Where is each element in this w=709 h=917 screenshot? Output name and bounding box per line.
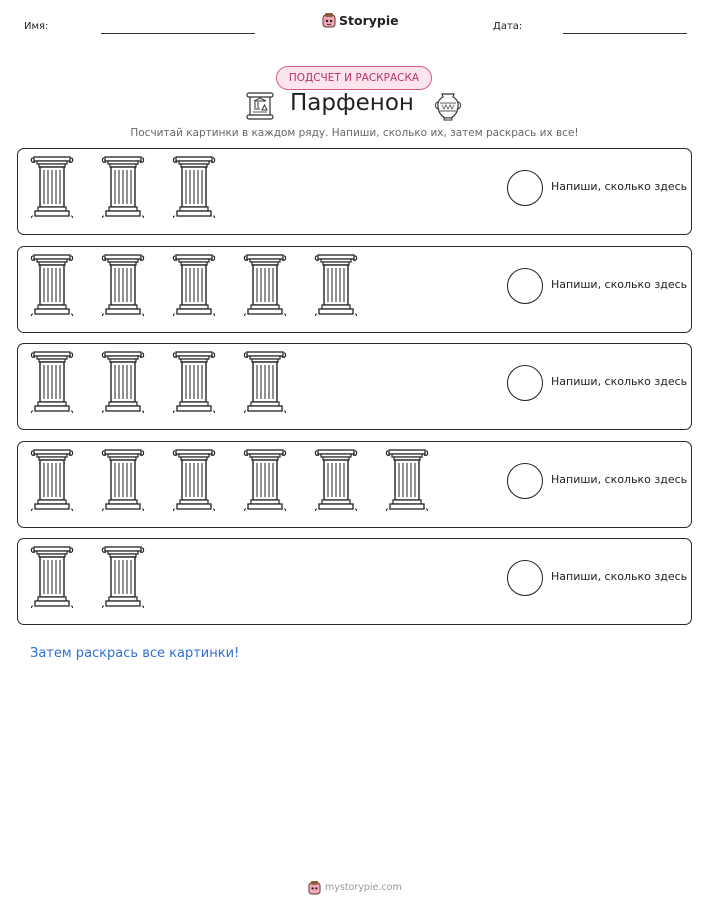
date-line xyxy=(563,33,687,34)
instructions: Посчитай картинки в каждом ряду. Напиши, сколько их, затем раскрась их все! xyxy=(130,127,579,139)
brand-name: Storypie xyxy=(339,12,399,28)
pillar-icon xyxy=(101,253,145,317)
pillar-icon xyxy=(30,448,74,512)
coloring-note: Затем раскрась все картинки! xyxy=(30,646,240,661)
scroll-map-icon xyxy=(245,91,275,125)
answer-label: Напиши, сколько здесь xyxy=(551,180,688,193)
pillar-icon xyxy=(30,545,74,609)
answer-circle[interactable] xyxy=(507,170,543,206)
pillar-icon xyxy=(30,155,74,219)
pillar-icon xyxy=(172,448,216,512)
pillar-icon xyxy=(172,350,216,414)
storypie-logo xyxy=(322,12,399,28)
answer-circle[interactable] xyxy=(507,365,543,401)
counting-row xyxy=(17,441,692,528)
name-line xyxy=(101,33,255,34)
pillar-icon xyxy=(30,350,74,414)
pillar-icon xyxy=(314,253,358,317)
pillar-icon xyxy=(385,448,429,512)
counting-row xyxy=(17,538,692,625)
pillar-icon xyxy=(314,448,358,512)
answer-circle[interactable] xyxy=(507,268,543,304)
greek-vase-icon xyxy=(434,91,462,125)
footer-site: mystorypie.com xyxy=(325,882,402,893)
footer-brand xyxy=(308,880,402,895)
storypie-mascot-icon xyxy=(308,880,321,895)
name-label: Имя: xyxy=(24,21,49,32)
pillar-icon xyxy=(172,155,216,219)
answer-label: Напиши, сколько здесь xyxy=(551,472,688,486)
pillar-icon xyxy=(101,545,145,609)
counting-row xyxy=(17,246,692,333)
pillar-icon xyxy=(101,350,145,414)
pillar-icon xyxy=(243,350,287,414)
answer-label: Напиши, сколько здесь xyxy=(551,277,688,291)
storypie-mascot-icon xyxy=(322,12,336,28)
category-badge: ПОДСЧЕТ И РАСКРАСКА xyxy=(276,66,432,90)
page-title: Парфенон xyxy=(290,90,414,116)
answer-circle[interactable] xyxy=(507,560,543,596)
answer-label: Напиши, сколько здесь xyxy=(551,570,688,583)
date-label: Дата: xyxy=(493,21,523,32)
pillar-icon xyxy=(101,448,145,512)
answer-circle[interactable] xyxy=(507,463,543,499)
counting-row xyxy=(17,148,692,235)
counting-row xyxy=(17,343,692,430)
pillar-icon xyxy=(243,448,287,512)
answer-label: Напиши, сколько здесь xyxy=(551,375,688,388)
pillar-icon xyxy=(172,253,216,317)
pillar-icon xyxy=(101,155,145,219)
pillar-icon xyxy=(243,253,287,317)
pillar-icon xyxy=(30,253,74,317)
